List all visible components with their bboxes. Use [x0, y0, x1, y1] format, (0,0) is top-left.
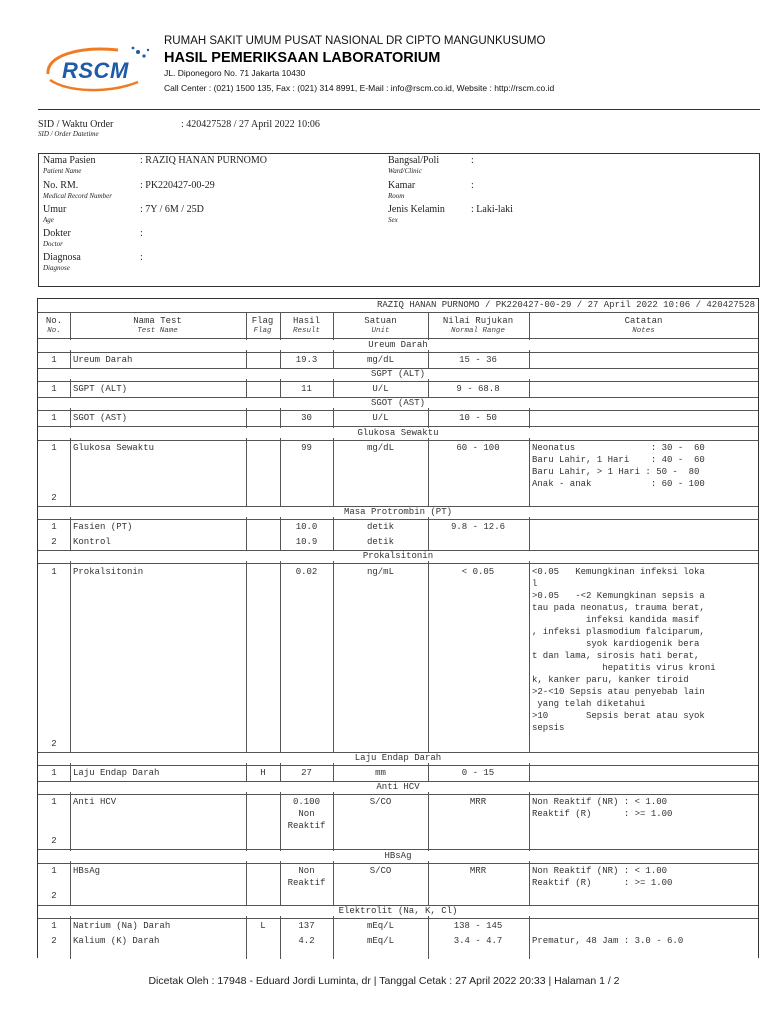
row-test: Prokalsitonin	[73, 567, 144, 577]
row-result: 10.0	[295, 522, 318, 532]
row-note: t dan lama, sirosis hati berat,	[532, 651, 700, 661]
diagnose-value: :	[140, 252, 143, 263]
room-label-en: Room	[388, 192, 405, 200]
order-label: SID / Waktu Order	[38, 119, 114, 130]
row-unit: U/L	[372, 384, 389, 394]
row-note: Prematur, 48 Jam : 3.0 - 6.0	[532, 936, 684, 946]
section-sgpt: SGPT (ALT)	[38, 369, 758, 379]
age-value: : 7Y / 6M / 25D	[140, 204, 204, 215]
rm-label: No. RM.	[43, 180, 79, 191]
sex-label-en: Sex	[388, 216, 398, 224]
row-result: Non	[298, 809, 315, 819]
col-no-en: No.	[47, 327, 61, 335]
col-range: Nilai Rujukan	[442, 316, 514, 326]
row-note: >10 Sepsis berat atau syok	[532, 711, 705, 721]
row-no: 2	[51, 537, 57, 547]
row-unit: mEq/L	[366, 921, 394, 931]
row-result: Non	[298, 866, 315, 876]
row-unit: mEq/L	[366, 936, 394, 946]
row-test: Kalium (K) Darah	[73, 936, 160, 946]
row-no: 1	[51, 522, 57, 532]
row-range: < 0.05	[461, 567, 495, 577]
ward-label: Bangsal/Poli	[388, 155, 440, 166]
col-test-en: Test Name	[137, 327, 178, 335]
row-unit: mm	[375, 768, 386, 778]
results-table	[37, 298, 759, 958]
patient-name: : RAZIQ HANAN PURNOMO	[140, 155, 267, 166]
row-result: Reaktif	[287, 821, 326, 831]
col-unit: Satuan	[364, 316, 397, 326]
row-unit: S/CO	[369, 866, 392, 876]
row-range: 10 - 50	[459, 413, 497, 423]
row-result: 99	[301, 443, 312, 453]
row-result: 10.9	[295, 537, 318, 547]
section-pt: Masa Protrombin (PT)	[38, 507, 758, 517]
row-unit: U/L	[372, 413, 389, 423]
ward-value: :	[471, 155, 474, 166]
ward-label-en: Ward/Clinic	[388, 167, 422, 175]
hospital-address: JL. Diponegoro No. 71 Jakarta 10430	[164, 68, 306, 78]
row-no: 1	[51, 797, 57, 807]
section-led: Laju Endap Darah	[38, 753, 758, 763]
row-unit: ng/mL	[366, 567, 394, 577]
row-result: 30	[301, 413, 312, 423]
row-test: SGOT (AST)	[73, 413, 128, 423]
sex-value: : Laki-laki	[471, 204, 513, 215]
section-glukosa: Glukosa Sewaktu	[38, 428, 758, 438]
sex-label: Jenis Kelamin	[388, 204, 445, 215]
header-divider	[38, 109, 760, 110]
row-result: 137	[298, 921, 315, 931]
age-label-en: Age	[43, 216, 54, 224]
row-range: 60 - 100	[456, 443, 500, 453]
row-result: 4.2	[298, 936, 315, 946]
col-notes: Catatan	[624, 316, 663, 326]
row-test: Natrium (Na) Darah	[73, 921, 171, 931]
row-no: 1	[51, 866, 57, 876]
row-result: 0.02	[295, 567, 318, 577]
row-result: 11	[301, 384, 312, 394]
section-ureum: Ureum Darah	[38, 340, 758, 350]
section-anti-hcv: Anti HCV	[38, 782, 758, 792]
row-note: Anak - anak : 60 - 100	[532, 479, 705, 489]
row-no-2: 2	[51, 891, 57, 901]
row-no: 1	[51, 921, 57, 931]
room-label: Kamar	[388, 180, 416, 191]
row-no-2: 2	[51, 493, 57, 503]
order-value: : 420427528 / 27 April 2022 10:06	[181, 119, 320, 130]
patient-name-label-en: Patient Name	[43, 167, 82, 175]
row-note: Reaktif (R) : >= 1.00	[532, 878, 673, 888]
row-test: Anti HCV	[73, 797, 117, 807]
row-note: <0.05 Kemungkinan infeksi loka	[532, 567, 705, 577]
row-no-2: 2	[51, 836, 57, 846]
row-test: Kontrol	[73, 537, 111, 547]
room-value: :	[471, 180, 474, 191]
diagnose-label: Diagnosa	[43, 252, 81, 263]
col-range-en: Normal Range	[450, 327, 505, 335]
row-note: k, kanker paru, kanker tiroid	[532, 675, 689, 685]
row-note: Neonatus : 30 - 60	[532, 443, 705, 453]
section-elektrolit: Elektrolit (Na, K, Cl)	[38, 906, 758, 916]
page-title: HASIL PEMERIKSAAN LABORATORIUM	[164, 50, 441, 66]
col-result: Hasil	[292, 316, 320, 326]
row-note: syok kardiogenik bera	[532, 639, 700, 649]
results-banner: RAZIQ HANAN PURNOMO / PK220427-00-29 / 27 April 2022 10:06 / 420427528	[376, 300, 755, 310]
patient-name-label: Nama Pasien	[43, 155, 96, 166]
section-hbsag: HBsAg	[38, 851, 758, 861]
row-no: 1	[51, 384, 57, 394]
row-note: Baru Lahir, > 1 Hari : 50 - 80	[532, 467, 700, 477]
row-note: tau pada neonatus, trauma berat,	[532, 603, 705, 613]
row-note: Non Reaktif (NR) : < 1.00	[532, 797, 668, 807]
row-no: 1	[51, 413, 57, 423]
row-note: Baru Lahir, 1 Hari : 40 - 60	[532, 455, 705, 465]
order-label-en: SID / Order Datetime	[38, 130, 99, 138]
logo-text: RSCM	[62, 58, 129, 83]
row-note: >0.05 -<2 Kemungkinan sepsis a	[532, 591, 705, 601]
row-unit: detik	[366, 537, 394, 547]
row-flag: H	[260, 768, 266, 778]
row-test: Laju Endap Darah	[73, 768, 160, 778]
row-test: Fasien (PT)	[73, 522, 133, 532]
row-note: , infeksi plasmodium falciparum,	[532, 627, 705, 637]
row-result: 19.3	[295, 355, 318, 365]
row-no: 1	[51, 768, 57, 778]
row-test: Glukosa Sewaktu	[73, 443, 155, 453]
print-footer: Dicetak Oleh : 17948 - Eduard Jordi Luminta, dr | Tanggal Cetak : 27 April 2022 20:33 | Halaman 1 / 2	[148, 975, 620, 987]
row-range: MRR	[469, 866, 487, 876]
section-prokalsitonin: Prokalsitonin	[38, 551, 758, 561]
row-note: hepatitis virus kroni	[532, 663, 716, 673]
row-result: Reaktif	[287, 878, 326, 888]
row-no: 1	[51, 443, 57, 453]
row-note: l	[532, 579, 538, 589]
row-flag: L	[260, 921, 266, 931]
doctor-label-en: Doctor	[43, 240, 63, 248]
row-range: 0 - 15	[461, 768, 495, 778]
row-no-2: 2	[51, 739, 57, 749]
row-range: 15 - 36	[459, 355, 497, 365]
section-sgot: SGOT (AST)	[38, 398, 758, 408]
row-no: 2	[51, 936, 57, 946]
row-note: Reaktif (R) : >= 1.00	[532, 809, 673, 819]
row-note: infeksi kandida masif	[532, 615, 700, 625]
diagnose-label-en: Diagnose	[43, 264, 70, 272]
col-flag: Flag	[251, 316, 274, 326]
row-no: 1	[51, 567, 57, 577]
row-range: 9.8 - 12.6	[450, 522, 505, 532]
col-flag-en: Flag	[253, 327, 272, 335]
col-unit-en: Unit	[371, 327, 390, 335]
row-test: HBsAg	[73, 866, 101, 876]
doctor-value: :	[140, 228, 143, 239]
hospital-name: RUMAH SAKIT UMUM PUSAT NASIONAL DR CIPTO MANGUNKUSUMO	[164, 35, 546, 47]
row-no: 1	[51, 355, 57, 365]
row-range: 9 - 68.8	[456, 384, 500, 394]
row-range: MRR	[469, 797, 487, 807]
row-result: 0.100	[292, 797, 320, 807]
row-range: 138 - 145	[453, 921, 503, 931]
row-range: 3.4 - 4.7	[453, 936, 503, 946]
doctor-label: Dokter	[43, 228, 71, 239]
row-unit: mg/dL	[366, 443, 394, 453]
hospital-contact: Call Center : (021) 1500 135, Fax : (021) 314 8991, E-Mail : info@rscm.co.id, Website : http://rscm.co.id	[164, 83, 555, 93]
patient-info-box	[38, 153, 760, 287]
row-note: Non Reaktif (NR) : < 1.00	[532, 866, 668, 876]
row-test: Ureum Darah	[73, 355, 133, 365]
row-note: yang telah diketahui	[532, 699, 646, 709]
col-test: Nama Test	[133, 316, 182, 326]
row-note: >2-<10 Sepsis atau penyebab lain	[532, 687, 705, 697]
age-label: Umur	[43, 204, 67, 215]
col-result-en: Result	[292, 327, 320, 335]
row-unit: mg/dL	[366, 355, 394, 365]
col-notes-en: Notes	[632, 327, 655, 335]
row-result: 27	[301, 768, 312, 778]
rm-label-en: Medical Record Number	[43, 192, 112, 200]
row-test: SGPT (ALT)	[73, 384, 128, 394]
row-unit: detik	[366, 522, 394, 532]
col-no: No.	[45, 316, 63, 326]
row-note: sepsis	[532, 723, 565, 733]
rm-value: : PK220427-00-29	[140, 180, 215, 191]
row-unit: S/CO	[369, 797, 392, 807]
